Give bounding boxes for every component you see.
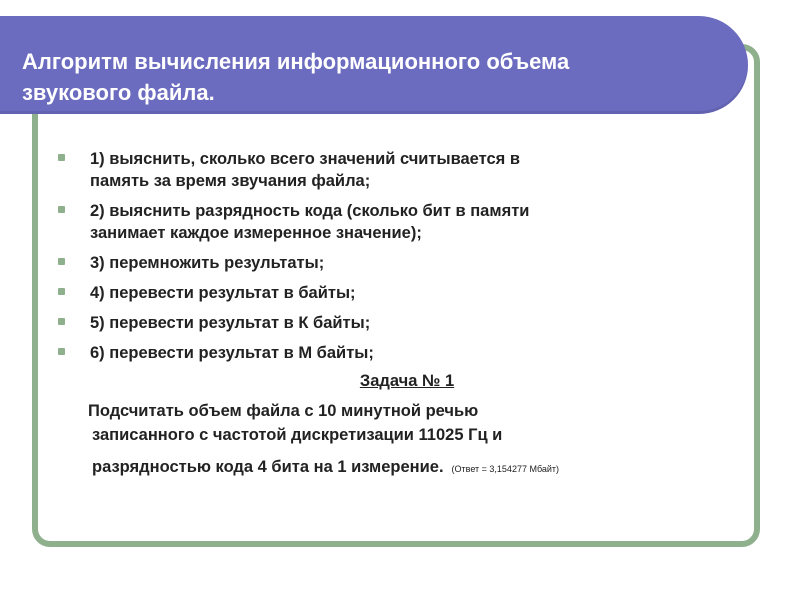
list-item-text: занимает каждое измеренное значение); (90, 224, 422, 242)
task-title: Задача № 1 (359, 372, 455, 390)
list-item (58, 282, 718, 304)
list-item (58, 312, 718, 334)
list-item-text: 4) перевести результат в байты; (90, 284, 356, 302)
task-text (58, 399, 718, 481)
bullet-icon (58, 206, 65, 213)
list-item-text: 3) перемножить результаты; (90, 254, 325, 272)
bullet-icon (58, 258, 65, 265)
list-item (58, 148, 718, 192)
list-item (58, 342, 718, 364)
list-item-text: память за время звучания файла; (90, 172, 371, 190)
list-item-text: 5) перевести результат в К байты; (90, 314, 371, 332)
slide-title-line1: Алгоритм вычисления информационного объема (22, 49, 570, 74)
list-item (58, 200, 718, 244)
answer-note: (Ответ = 3,154277 Мбайт) (451, 464, 560, 474)
bullet-icon (58, 348, 65, 355)
bullet-icon (58, 288, 65, 295)
task-line-3: разрядностью кода 4 бита на 1 измерение. (92, 458, 444, 476)
slide-title-line2: звукового файла. (22, 80, 215, 105)
slide-title (22, 46, 722, 108)
list-item-text: 1) выяснить, сколько всего значений считывается в (90, 150, 521, 168)
list-item (58, 252, 718, 274)
task-line-3-row (92, 455, 718, 481)
slide-content (58, 148, 718, 481)
bullet-icon (58, 318, 65, 325)
task-line-1: Подсчитать объем файла с 10 минутной речью (88, 402, 479, 420)
list-item-text: 2) выяснить разрядность кода (сколько бит в памяти (90, 202, 530, 220)
task-line-2: записанного с частотой дискретизации 11025 Гц и (92, 426, 503, 444)
title-band (0, 16, 748, 114)
list-item-text: 6) перевести результат в М байты; (90, 344, 374, 362)
bullet-icon (58, 154, 65, 161)
